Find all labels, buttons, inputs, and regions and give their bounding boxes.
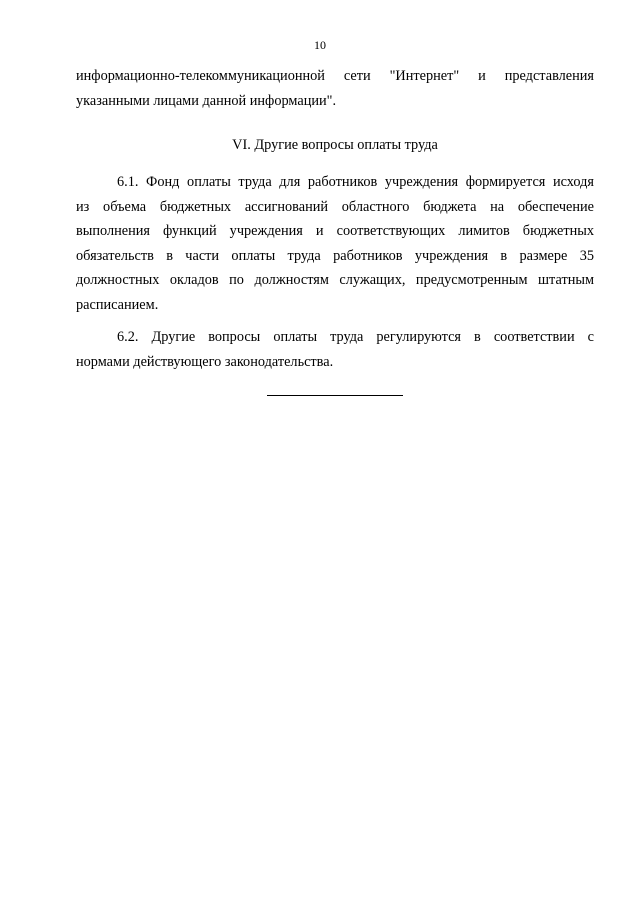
section-heading: VI. Другие вопросы оплаты труда xyxy=(232,137,438,153)
paragraph-6-1-line-4: обязательств в части оплаты труда работников учреждения в размере 35 xyxy=(76,247,594,264)
paragraph-6-1-line-2: из объема бюджетных ассигнований областного бюджета на обеспечение xyxy=(76,198,594,215)
paragraph-6-1-line-5: должностных окладов по должностям служащих, предусмотренным штатным xyxy=(76,272,594,288)
intro-line-1: информационно-телекоммуникационной сети "Интернет" и представления xyxy=(76,68,594,84)
paragraph-6-2-line-2: нормами действующего законодательства. xyxy=(76,353,334,370)
paragraph-6-2-line-1: 6.2. Другие вопросы оплаты труда регулируются в соответствии с xyxy=(117,329,594,345)
paragraph-6-1-line-6: расписанием. xyxy=(76,296,159,313)
intro-paragraph xyxy=(76,64,594,113)
paragraph-6-1-line-1: 6.1. Фонд оплаты труда для работников учреждения формируется исходя xyxy=(117,174,594,190)
intro-line-2: указанными лицами данной информации". xyxy=(76,92,337,109)
paragraph-6-2 xyxy=(76,325,594,374)
paragraph-6-1-line-3: выполнения функций учреждения и соответствующих лимитов бюджетных xyxy=(76,223,594,239)
paragraph-6-1 xyxy=(76,170,594,317)
page-number: 10 xyxy=(314,38,326,52)
end-of-document-rule xyxy=(267,395,403,396)
